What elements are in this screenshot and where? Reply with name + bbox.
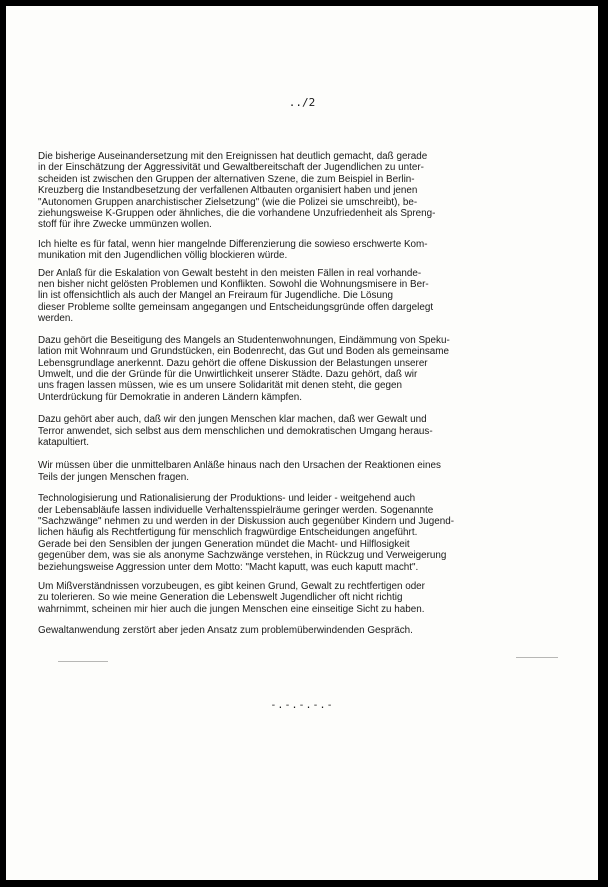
text-line: Teils der jungen Menschen fragen. <box>38 471 189 483</box>
text-line: Technologisierung und Rationalisierung der Produktions- und leider - weitgehend auch <box>38 493 416 505</box>
paragraph-2 <box>38 239 566 262</box>
text-line: Umwelt, und die der Gründe für die Unwirtlichkeit unserer Städte. Dazu gehört, daß wir <box>38 368 418 380</box>
text-line: lin ist offensichtlich als auch der Mangel an Freiraum für Jugendliche. Die Lösung <box>38 290 393 302</box>
text-line: beziehungsweise Aggression unter dem Motto: "Macht kaputt, was euch kaputt macht". <box>38 561 419 573</box>
paragraph-9 <box>38 625 566 636</box>
document-page <box>6 6 598 880</box>
text-line: stoff für ihre Zwecke ummünzen wollen. <box>38 219 212 231</box>
paragraph-1 <box>38 151 566 231</box>
text-line: in der Einschätzung der Aggressivität und Gewaltbereitschaft der Jugendlichen zu unter- <box>38 162 424 174</box>
paragraph-5 <box>38 414 566 448</box>
scan-speck <box>516 657 558 658</box>
text-line: Dazu gehört aber auch, daß wir den jungen Menschen klar machen, daß wer Gewalt und <box>38 414 427 426</box>
text-line: Ich hielte es für fatal, wenn hier mangelnde Differenzierung die sowieso erschwerte Kom- <box>38 238 428 250</box>
text-line: Gewaltanwendung zerstört aber jeden Ansatz zum problemüberwindenden Gespräch. <box>38 625 413 637</box>
text-line: "Sachzwänge" nehmen zu und werden in der Diskussion auch gegenüber Kindern und Jugend- <box>38 515 454 527</box>
text-line: werden. <box>38 313 74 325</box>
text-line: Um Mißverständnissen vorzubeugen, es gibt keinen Grund, Gewalt zu rechtfertigen oder <box>38 581 425 592</box>
end-mark: -.-.-.-.- <box>270 700 334 711</box>
text-line: scheiden ist zwischen den Gruppen der alternativen Szene, die zum Beispiel in Berlin- <box>38 173 415 185</box>
page-number: ../2 <box>288 96 316 109</box>
text-line: der Lebensabläufe lassen individuelle Verhaltensspielräume geringer werden. Sogenannte <box>38 504 434 516</box>
body-text <box>38 151 566 648</box>
text-line: "Autonomen Gruppen anarchistischer Zielsetzung" (wie die Polizei sie umschreibt), be- <box>38 196 418 208</box>
text-line: gegenüber dem, was sie als anonyme Sachzwänge verstehen, in Rückzug und Verweigerung <box>38 550 447 562</box>
text-line: lichen häufig als Rechtfertigung für menschlich fragwürdige Entscheidungen angeführt. <box>38 527 418 539</box>
text-line: Dazu gehört die Beseitigung des Mangels an Studentenwohnungen, Eindämmung von Speku- <box>38 334 450 346</box>
text-line: dieser Probleme sollte gemeinsam angegangen und Entscheidungsgründe offen dargelegt <box>38 301 434 313</box>
text-line: ziehungsweise K-Gruppen oder ähnliches, die die vorhandene Unzufriedenheit als Spreng- <box>38 208 436 220</box>
text-line: Gerade bei den Sensiblen der jungen Generation mündet die Macht- und Hilflosigkeit <box>38 538 410 550</box>
paragraph-3 <box>38 268 566 325</box>
paragraph-8 <box>38 581 566 615</box>
text-line: wahrnimmt, scheinen mir hier auch die jungen Menschen eine einseitige Sicht zu haben. <box>38 603 425 615</box>
text-line: Unterdrückung für Demokratie in anderen Ländern kämpfen. <box>38 391 303 403</box>
paragraph-6 <box>38 460 566 483</box>
text-line: uns fragen lassen müssen, wie es um unsere Solidarität mit denen steht, die gegen <box>38 380 402 392</box>
text-line: Der Anlaß für die Eskalation von Gewalt besteht in den meisten Fällen in real vorhande- <box>38 267 422 279</box>
scan-speck <box>58 661 108 662</box>
text-line: Terror anwendet, sich selbst aus dem menschlichen und demokratischen Umgang heraus- <box>38 425 433 437</box>
text-line: Lebensgrundlage anerkennt. Dazu gehört die offene Diskussion der Belastungen unserer <box>38 357 428 369</box>
text-line: lation mit Wohnraum und Grundstücken, ein Bodenrecht, das Gut und Boden als gemeinsame <box>38 346 449 358</box>
text-line: Wir müssen über die unmittelbaren Anläße hinaus nach den Ursachen der Reaktionen eines <box>38 460 441 472</box>
text-line: zu tolerieren. So wie meine Generation die Lebenswelt Jugendlicher oft nicht richtig <box>38 592 403 604</box>
text-line: katapultiert. <box>38 436 90 448</box>
text-line: munikation mit den Jugendlichen völlig blockieren würde. <box>38 250 288 262</box>
paragraph-7 <box>38 493 566 573</box>
text-line: nen bisher nicht gelösten Problemen und Konflikten. Sowohl die Wohnungsmisere in Ber- <box>38 279 429 291</box>
text-line: Die bisherige Auseinandersetzung mit den Ereignissen hat deutlich gemacht, daß gerade <box>38 151 428 162</box>
text-line: Kreuzberg die Instandbesetzung der verfallenen Altbauten organisiert haben und jenen <box>38 185 418 197</box>
paragraph-4 <box>38 335 566 403</box>
